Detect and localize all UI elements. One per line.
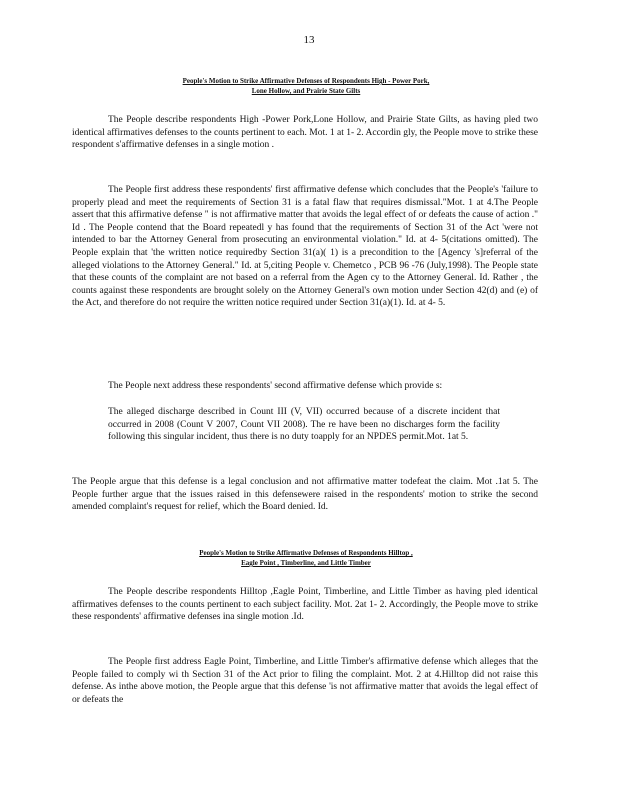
heading-line: Lone Hollow, and Prairie State Gilts bbox=[251, 87, 361, 95]
block-quote: The alleged discharge described in Count III (V, VII) occurred because of a discrete incident that occurred in 2008 (Count V 2007, Count VII 2008). The re have been no discharges form the facility following this singular incident, thus there is no duty toapply for an NPDES permit.Mot. 1at 5. bbox=[108, 407, 500, 443]
paragraph-legal-conclusion: The People argue that this defense is a legal conclusion and not affirmative matter todefeat the claim. Mot .1at 5. The People further argue that the issues raised in this defensewere raised in the respondents' motion to strike the second amended complaint's request for relief, which the Board denied. Id. bbox=[72, 477, 538, 513]
paragraph-describe-respondents: The People describe respondents High -Power Pork,Lone Hollow, and Prairie State Gilts, as having pled two identical affirmatives defenses to the counts pertinent to each. Mot. 1 at 1- 2. Accordin gly, the People move to strike these respondent s'affirmative defenses in a single motion . bbox=[72, 115, 538, 151]
section-heading-hilltop bbox=[118, 548, 494, 568]
paragraph-eagle-point-defense: The People first address Eagle Point, Timberline, and Little Timber's affirmative defense which alleges that the People failed to comply wi th Section 31 of the Act prior to filing the complaint. Mot. 2 at 4.Hilltop did not raise this defense. As inthe above motion, the People argue that this defense 'is not affirmative matter that avoids the legal effect of or defeats the bbox=[72, 657, 538, 705]
paragraph-first-affirmative-defense: The People first address these respondents' first affirmative defense which concludes that the People's 'failure to properly plead and meet the requirements of Section 31 is a fatal flaw that requires dismissal."Mot. 1 at 4.The People assert that this affirmative defense " is not affirmative matter that avoids the legal effect of or defeats the cause of action ." Id . The People contend that the Board repeatedl y has found that the requirements of Section 31 of the Act 'were not intended to bar the Attorney General from prosecuting an environmental violation." Id. at 4- 5(citations omitted). The People explain that 'the written notice requiredby Section 31(a)( 1) is a precondition to the [Agency 's]referral of the alleged violations to the Attorney General." Id. at 5,citing People v. Chemetco , PCB 96 -76 (July,1998). The People state that these counts of the complaint are not based on a referral from the Agen cy to the Attorney General. Id. Rather , the counts against these respondents are brought solely on the Attorney General's own motion under Section 42(d) and (e) of the Act, and therefore do not require the written notice required under Section 31(a)(1). Id. at 4- 5. bbox=[72, 185, 538, 309]
section-heading-high-power-pork bbox=[92, 76, 520, 96]
page-number: 13 bbox=[303, 34, 315, 46]
heading-line: People's Motion to Strike Affirmative Defenses of Respondents Hilltop , bbox=[199, 549, 413, 557]
heading-line: People's Motion to Strike Affirmative Defenses of Respondents High - Power Pork, bbox=[182, 77, 430, 85]
heading-line: Eagle Point , Timberline, and Little Timber bbox=[241, 559, 371, 567]
paragraph-second-affirmative-defense: The People next address these respondents' second affirmative defense which provide s: bbox=[108, 381, 443, 391]
paragraph-describe-respondents-hilltop: The People describe respondents Hilltop ,Eagle Point, Timberline, and Little Timber as having pled identical affirmatives defenses to the counts pertinent to each subject facility. Mot. 2at 1- 2. Accordingly, the People move to strike these respondents' affirmative defenses ina single motion .Id. bbox=[72, 587, 538, 623]
